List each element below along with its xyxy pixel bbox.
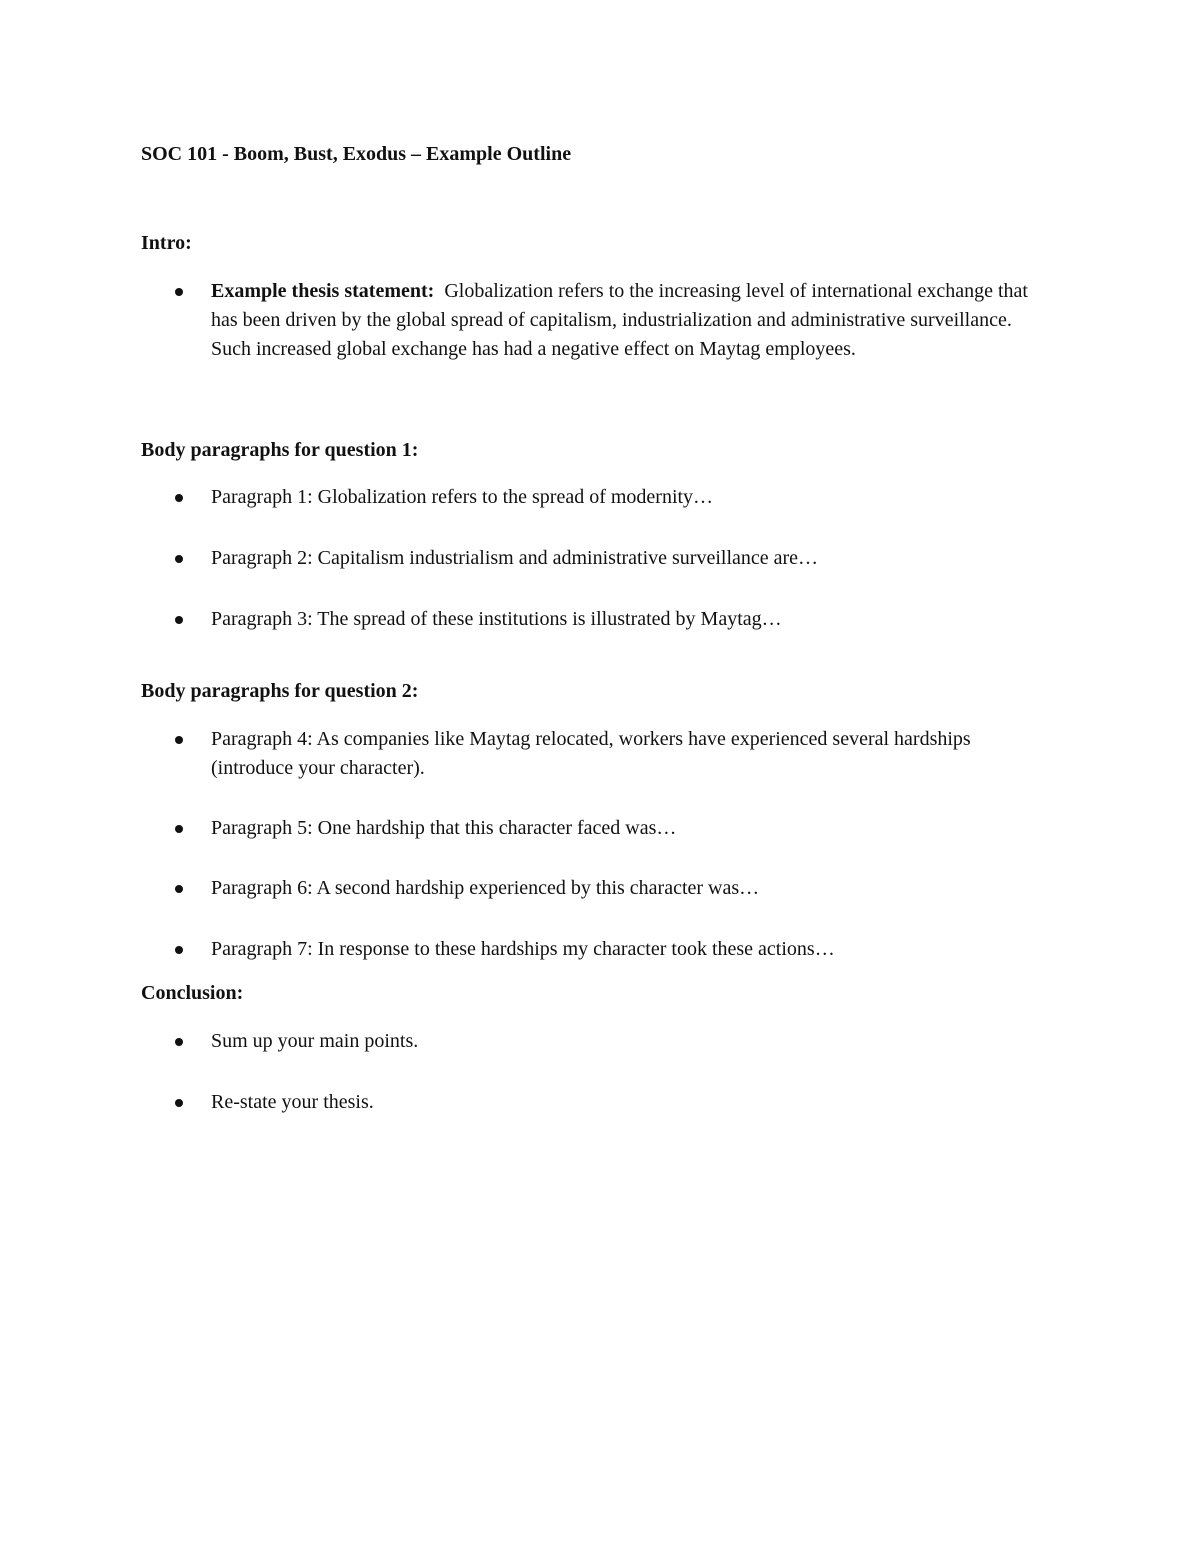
list-item bbox=[175, 1027, 1035, 1056]
conclusion-heading: Conclusion: bbox=[141, 982, 244, 1004]
list-item-text: Paragraph 2: Capitalism industrialism and administrative surveillance are… bbox=[211, 547, 819, 569]
list-item-text: Re-state your thesis. bbox=[211, 1091, 374, 1113]
list-item bbox=[175, 725, 1035, 783]
list-item bbox=[175, 1088, 1035, 1117]
bullet-icon bbox=[175, 825, 183, 833]
intro-heading: Intro: bbox=[141, 232, 192, 254]
list-item bbox=[175, 814, 1035, 843]
bullet-icon bbox=[175, 288, 183, 296]
list-item bbox=[175, 874, 1035, 903]
thesis-list-item bbox=[175, 277, 1035, 364]
thesis-body: Globalization refers to the increasing level of international exchange that has been driven by the global spread of capitalism, industrialization and administrative surveillance. Such increased global exchange has had a negative effect on Maytag employees. bbox=[211, 280, 1028, 360]
bullet-icon bbox=[175, 1038, 183, 1046]
list-item-text: Paragraph 6: A second hardship experienced by this character was… bbox=[211, 877, 760, 899]
bullet-icon bbox=[175, 616, 183, 624]
bullet-icon bbox=[175, 885, 183, 893]
list-item-text: Sum up your main points. bbox=[211, 1030, 419, 1052]
question1-heading: Body paragraphs for question 1: bbox=[141, 439, 419, 461]
list-item-text: Paragraph 1: Globalization refers to the spread of modernity… bbox=[211, 486, 714, 508]
thesis-text bbox=[211, 277, 1035, 364]
list-item bbox=[175, 605, 1035, 634]
list-item-text: Paragraph 7: In response to these hardships my character took these actions… bbox=[211, 938, 835, 960]
document-title: SOC 101 - Boom, Bust, Exodus – Example Outline bbox=[141, 143, 572, 165]
bullet-icon bbox=[175, 736, 183, 744]
thesis-label: Example thesis statement: bbox=[211, 280, 435, 302]
bullet-icon bbox=[175, 1099, 183, 1107]
list-item bbox=[175, 935, 1035, 964]
list-item bbox=[175, 544, 1035, 573]
question2-heading: Body paragraphs for question 2: bbox=[141, 680, 419, 702]
list-item-text: Paragraph 4: As companies like Maytag relocated, workers have experienced several hardships (introduce your character). bbox=[211, 728, 971, 779]
list-item bbox=[175, 483, 1035, 512]
bullet-icon bbox=[175, 946, 183, 954]
bullet-icon bbox=[175, 555, 183, 563]
list-item-text: Paragraph 3: The spread of these institutions is illustrated by Maytag… bbox=[211, 608, 782, 630]
bullet-icon bbox=[175, 494, 183, 502]
list-item-text: Paragraph 5: One hardship that this character faced was… bbox=[211, 817, 677, 839]
